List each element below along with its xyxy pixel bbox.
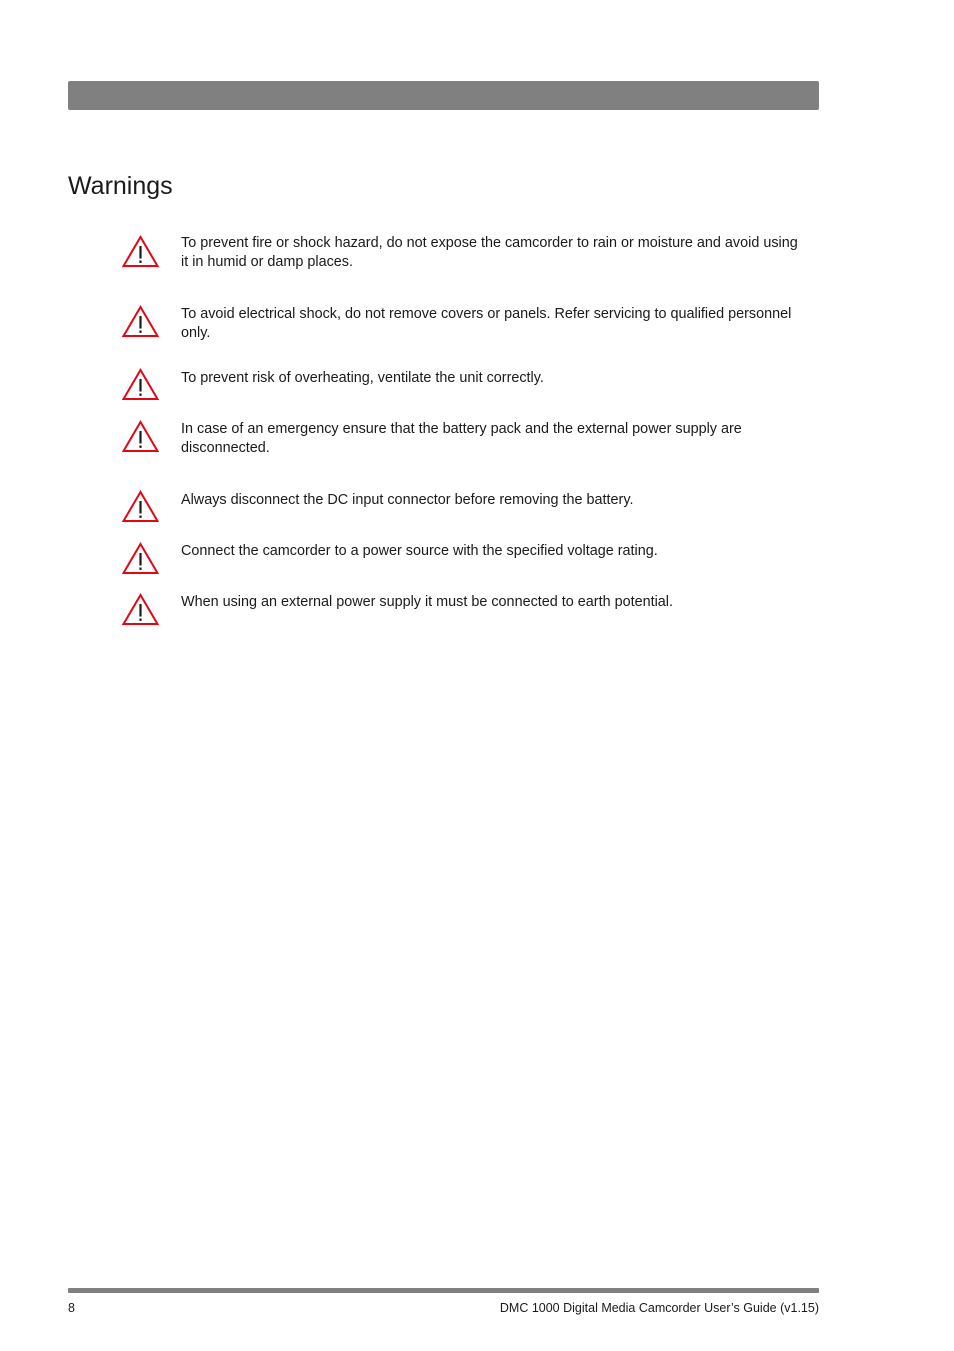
- page-title: Warnings: [68, 172, 173, 200]
- warning-triangle-icon: [122, 368, 159, 401]
- header-bar: [68, 81, 819, 110]
- footer-document-title: DMC 1000 Digital Media Camcorder User’s Guide (v1.15): [499, 1301, 819, 1315]
- warning-triangle-icon: [122, 542, 159, 575]
- footer-page-number: 8: [68, 1301, 75, 1315]
- warning-text: To prevent fire or shock hazard, do not expose the camcorder to rain or moisture and avoid using it in humid or damp places.: [181, 235, 798, 270]
- warning-text: In case of an emergency ensure that the battery pack and the external power supply are disconnected.: [181, 421, 742, 456]
- warning-text: When using an external power supply it must be connected to earth potential.: [181, 594, 673, 610]
- warning-text: Always disconnect the DC input connector before removing the battery.: [181, 492, 634, 508]
- warning-triangle-icon: [122, 305, 159, 338]
- warning-text: To prevent risk of overheating, ventilate the unit correctly.: [181, 370, 544, 386]
- warning-triangle-icon: [122, 593, 159, 626]
- warning-triangle-icon: [122, 420, 159, 453]
- warning-triangle-icon: [122, 235, 159, 268]
- warning-triangle-icon: [122, 490, 159, 523]
- footer-bar: [68, 1288, 819, 1293]
- warning-text: Connect the camcorder to a power source with the specified voltage rating.: [181, 543, 658, 559]
- warning-text: To avoid electrical shock, do not remove covers or panels. Refer servicing to qualified personnel only.: [181, 306, 792, 341]
